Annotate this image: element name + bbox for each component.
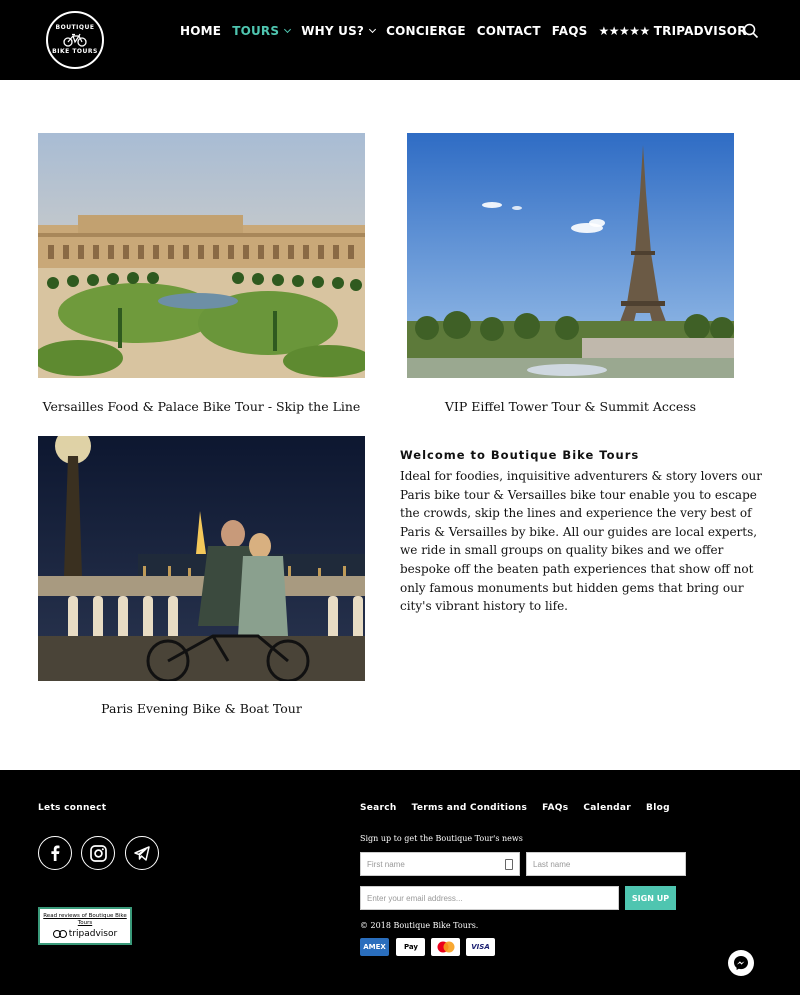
mastercard-icon [431,938,460,956]
versailles-photo [38,133,365,378]
lets-connect-heading: Lets connect [38,803,107,813]
tour-title-versailles[interactable]: Versailles Food & Palace Bike Tour - Skip the Line [42,399,361,414]
footer-link-search[interactable]: Search [360,803,397,813]
first-name-field[interactable] [360,852,520,876]
footer-link-calendar[interactable]: Calendar [583,803,632,813]
tour-title-eiffel[interactable]: VIP Eiffel Tower Tour & Summit Access [444,399,697,414]
first-name-placeholder: First name [367,859,405,869]
nav-contact[interactable] [477,24,541,38]
nav-concierge-label: CONCIERGE [386,24,466,38]
eiffel-tower-photo [407,133,734,378]
welcome-section [400,448,768,616]
nav-tripadvisor-label: TRIPADVISOR [653,24,747,38]
messenger-button[interactable] [728,950,754,976]
nav-tours[interactable] [232,24,290,38]
footer-link-blog[interactable]: Blog [646,803,670,813]
footer-link-faqs[interactable]: FAQs [542,803,569,813]
last-name-field[interactable] [526,852,686,876]
welcome-text: Ideal for foodies, inquisitive adventurers & story lovers our Paris bike tour & Versailles bike tour enable you to escape the crowds, skip the lines and experience the very best of Paris & Versailles by bike. All our guides are local experts, we ride in small groups on quality bikes and we offer bespoke off the beaten path experiences that show off not only famous monuments but hidden gems that bring our city's vibrant history to life. [400,469,762,614]
tour-image-versailles[interactable] [38,133,365,378]
nav-home[interactable] [180,24,221,38]
tripadvisor-badge[interactable] [38,907,132,945]
nav-tripadvisor[interactable] [598,24,746,38]
footer-links [360,803,685,813]
chevron-down-icon [284,26,291,33]
nav-why-us-label: WHY US? [301,24,365,38]
nav-home-label: HOME [180,24,222,38]
facebook-icon [48,845,62,861]
tour-image-eiffel[interactable] [407,133,734,378]
instagram-button[interactable] [81,836,115,870]
apple-pay-icon [396,938,425,956]
tour-image-evening[interactable] [38,436,365,681]
site-logo[interactable] [46,11,104,69]
tripadvisor-badge-text: Read reviews of Boutique Bike Tours [43,913,127,926]
main-nav [180,22,758,40]
evening-bridge-photo [38,436,365,681]
tripadvisor-logo-text: tripadvisor [68,928,118,939]
amex-label: AMEX [363,943,386,951]
signup-label: Sign up to get the Boutique Tour's news [360,834,523,843]
nav-why-us[interactable] [301,24,375,38]
copyright: © 2018 Boutique Bike Tours. [360,921,479,930]
nav-concierge[interactable] [386,24,466,38]
mastercard-circles-icon [436,941,456,953]
logo-text-top: BOUTIQUE [55,24,95,31]
amex-icon [360,938,389,956]
facebook-button[interactable] [38,836,72,870]
last-name-placeholder: Last name [533,859,571,869]
nav-faqs[interactable] [552,24,588,38]
site-header [0,0,800,80]
nav-tours-label: TOURS [232,24,280,38]
chevron-down-icon [369,26,376,33]
visa-label: VISA [471,943,490,951]
email-placeholder: Enter your email address... [367,893,463,903]
tripadvisor-logo [53,929,117,939]
nav-faqs-label: FAQS [551,24,588,38]
welcome-title: Welcome to Boutique Bike Tours [400,448,640,462]
telegram-button[interactable] [125,836,159,870]
nav-contact-label: CONTACT [476,24,541,38]
email-field[interactable] [360,886,619,910]
signup-button[interactable]: SIGN UP [625,886,676,910]
tour-title-evening[interactable]: Paris Evening Bike & Boat Tour [101,701,302,716]
messenger-icon [733,955,749,971]
visa-icon [466,938,495,956]
telegram-icon [134,846,150,861]
instagram-icon [90,845,107,862]
tripadvisor-owl-icon [53,930,67,938]
search-icon[interactable] [743,23,759,39]
apple-pay-label: Pay [403,943,418,951]
logo-text-bottom: BIKE TOURS [52,48,98,55]
bicycle-icon [62,33,88,47]
autofill-icon [505,859,513,870]
rating-stars-icon: ★★★★★ [598,24,650,38]
footer-link-terms[interactable]: Terms and Conditions [411,803,528,813]
